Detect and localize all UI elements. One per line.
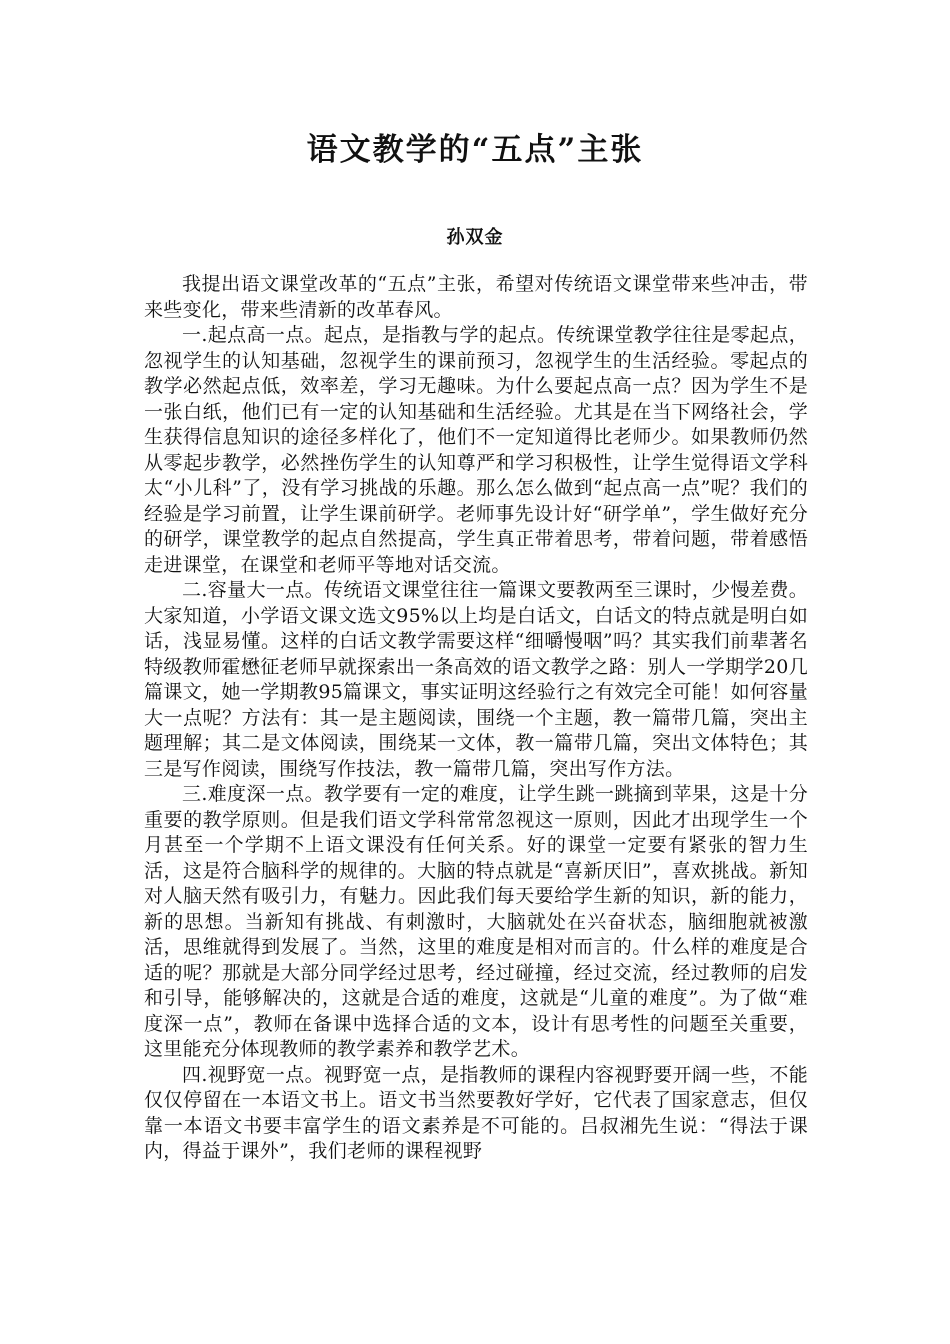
intro-paragraph: 我提出语文课堂改革的“五点”主张，希望对传统语文课堂带来些冲击，带来些变化，带来些清新的改革春风。 [144, 273, 808, 321]
article-body [144, 272, 808, 1165]
paragraph-difficulty: 三.难度深一点。教学要有一定的难度，让学生跳一跳摘到苹果，这是十分重要的教学原则。但是我们语文学科常常忽视这一原则，因此才出现学生一个月甚至一个学期不上语文课没有任何关系。好的课堂一定要有紧张的智力生活，这是符合脑科学的规律的。大脑的特点就是“喜新厌旧”，喜欢挑战。新知对人脑天然有吸引力，有魅力。因此我们每天要给学生新的知识，新的能力，新的思想。当新知有挑战、有刺激时，大脑就处在兴奋状态，脑细胞就被激活，思维就得到发展了。当然，这里的难度是相对而言的。什么样的难度是合适的呢？那就是大部分同学经过思考，经过碰撞，经过交流，经过教师的启发和引导，能够解决的，这就是合适的难度，这就是“儿童的难度”。为了做“难度深一点”，教师在备课中选择合适的文本，设计有思考性的问题至关重要，这里能充分体现教师的教学素养和教学艺术。 [144, 783, 808, 1060]
paragraph-vision: 四.视野宽一点。视野宽一点，是指教师的课程内容视野要开阔一些，不能仅仅停留在一本语文书上。语文书当然要教好学好，它代表了国家意志，但仅靠一本语文书要丰富学生的语文素养是不可能的。吕叔湘先生说：“得法于课内，得益于课外”，我们老师的课程视野 [144, 1063, 808, 1162]
paragraph-start-point: 一.起点高一点。起点，是指教与学的起点。传统课堂教学往往是零起点，忽视学生的认知基础，忽视学生的课前预习，忽视学生的生活经验。零起点的教学必然起点低，效率差，学习无趣味。为什么要起点高一点？因为学生不是一张白纸，他们已有一定的认知基础和生活经验。尤其是在当下网络社会，学生获得信息知识的途径多样化了，他们不一定知道得比老师少。如果教师仍然从零起步教学，必然挫伤学生的认知尊严和学习积极性，让学生觉得语文学科太“小儿科”了，没有学习挑战的乐趣。那么怎么做到“起点高一点”呢？我们的经验是学习前置，让学生课前研学。老师事先设计好“研学单”，学生做好充分的研学，课堂教学的起点自然提高，学生真正带着思考，带着问题，带着感悟走进课堂，在课堂和老师平等地对话交流。 [144, 324, 808, 576]
paragraph-capacity: 二.容量大一点。传统语文课堂往往一篇课文要教两至三课时，少慢差费。大家知道，小学语文课文选文95%以上均是白话文，白话文的特点就是明白如话，浅显易懂。这样的白话文教学需要这样“细嚼慢咽”吗？其实我们前辈著名特级教师霍懋征老师早就探索出一条高效的语文教学之路：别人一学期学20几篇课文，她一学期教95篇课文，事实证明这经验行之有效完全可能！如何容量大一点呢？方法有：其一是主题阅读，围绕一个主题，教一篇带几篇，突出主题理解；其二是文体阅读，围绕某一文体，教一篇带几篇，突出文体特色；其三是写作阅读，围绕写作技法，教一篇带几篇，突出写作方法。 [144, 579, 808, 780]
document-title: 语文教学的“五点”主张 [306, 132, 644, 168]
author-name: 孙双金 [446, 227, 504, 248]
